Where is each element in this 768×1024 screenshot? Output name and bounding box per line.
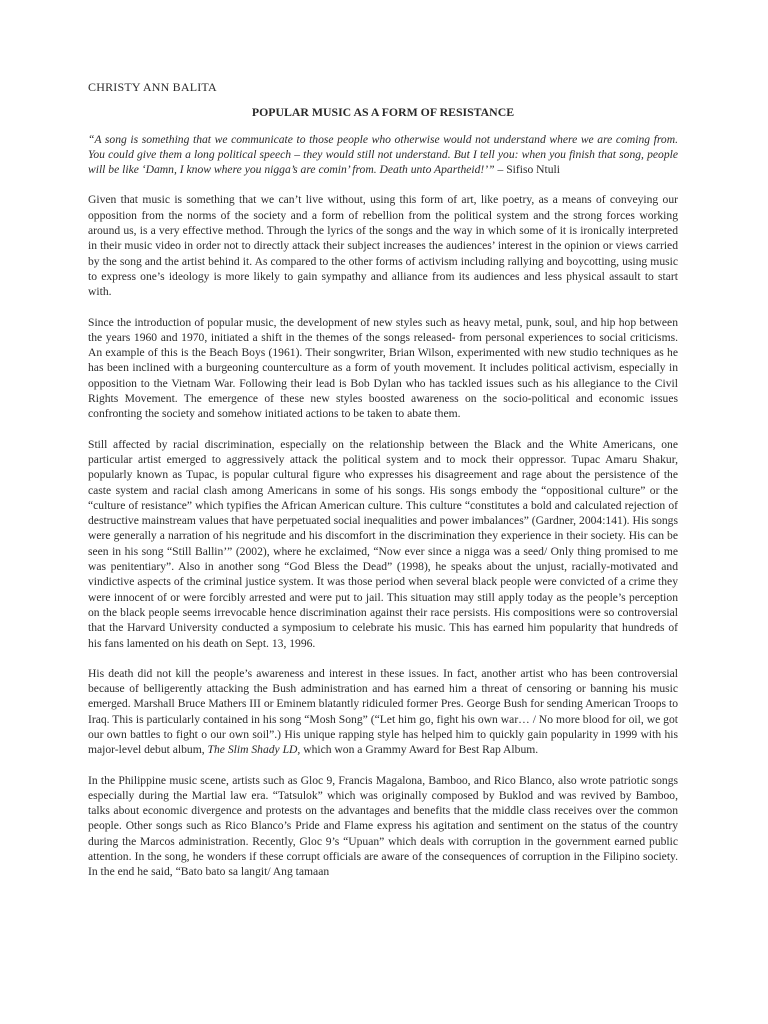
- paragraph-5: In the Philippine music scene, artists such as Gloc 9, Francis Magalona, Bamboo, and Rico Blanco, also wrote patriotic songs especially during the Martial law era. “Tatsulok” which was originally composed by Buklod and was revived by Bamboo, talks about economic divergence and protests on the advantages and benefits that the middle class receives over the common people. Other songs such as Rico Blanco’s Pride and Flame express his agitation and sentiment on the status of the country during the Marcos administration. Recently, Gloc 9’s “Upuan” which deals with corruption in the government earned public attention. In the song, he wonders if these corrupt officials are aware of the consequences of corruption in the Filipino society. In the end he said, “Bato bato sa langit/ Ang tamaan: [88, 773, 678, 879]
- epigraph-quote: [88, 132, 678, 178]
- document-page: [88, 80, 678, 895]
- album-title: The Slim Shady LD,: [207, 743, 301, 757]
- paragraph-4-tail: which won a Grammy Award for Best Rap Album.: [300, 743, 539, 757]
- quote-attribution: – Sifiso Ntuli: [494, 163, 560, 177]
- paragraph-1: Given that music is something that we can’t live without, using this form of art, like poetry, as a means of conveying our opposition from the norms of the society and a form of rebellion from the political system and the strong forces working around us, is a very effective method. Through the lyrics of the songs and the way in which some of it is ironically interpreted in their music video in order not to directly attack their subject increases the audiences’ interest in the opinion or views carried by the song and the artist behind it. As compared to the other forms of activism including rallying and boycotting, using music to express one’s ideology is more likely to gain sympathy and alliance from its audiences and less physical assault to start with.: [88, 193, 678, 299]
- paragraph-2: Since the introduction of popular music, the development of new styles such as heavy metal, punk, soul, and hip hop between the years 1960 and 1970, initiated a shift in the themes of the songs released- from personal experiences to social criticisms. An example of this is the Beach Boys (1961). Their songwriter, Brian Wilson, experimented with new studio techniques as he has been inclined with a burgeoning counterculture as a form of youth movement. It includes political activism, especially in opposition to the Vietnam War. Following their lead is Bob Dylan who has tackled issues such as his allegiance to the Civil Rights Movement. The emergence of these new styles boosted awareness on the socio-political and economic issues confronting the society and somehow initiated actions to be taken to abate them.: [88, 315, 678, 421]
- paragraph-3: Still affected by racial discrimination, especially on the relationship between the Black and the White Americans, one particular artist emerged to aggressively attack the political system and to mock their oppressor. Tupac Amaru Shakur, popularly known as Tupac, is popular cultural figure who expresses his disagreement and rage about the persistence of the caste system and racial clash among Americans in some of his songs. His songs embody the “oppositional culture” or the “culture of resistance” which typifies the African American culture. This culture “constitutes a bold and calculated rejection of destructive mainstream values that have perpetuated social inequalities and power imbalances” (Gardner, 2004:141). His songs were generally a narration of his negritude and his discomfort in the discrimination they experience in their society. His can be seen in his song “Still Ballin’” (2002), where he exclaimed, “Now ever since a nigga was a seed/ Only thing promised to me was penitentiary”. Also in another song “God Bless the Dead” (1998), he speaks about the unjust, racially-motivated and vindictive aspects of the criminal justice system. It was those period when several black people were convicted of a crime they were innocent of or were forcibly arrested and were put to jail. This situation may still apply today as the people’s perception on the black people seems irrevocable hence discrimination against their race persists. His compositions were so controversial that the Harvard University conducted a symposium to celebrate his music. This has earned him popularity that hundreds of his fans lamented on his death on Sept. 13, 1996.: [88, 437, 678, 650]
- author-name: CHRISTY ANN BALITA: [88, 80, 217, 94]
- quote-text: “A song is something that we communicate to those people who otherwise would not understand where we are coming from. You could give them a long political speech – they would still not understand. But I tell you: when you finish that song, people will be like ‘Damn, I know where you nigga’s are comin’ from. Death unto Apartheid!’”: [88, 132, 678, 177]
- document-title: POPULAR MUSIC AS A FORM OF RESISTANCE: [251, 105, 515, 120]
- paragraph-4-text: His death did not kill the people’s awareness and interest in these issues. In fact, another artist who has been controversial because of belligerently attacking the Bush administration and has earned him a threat of censoring or banning his music emerged. Marshall Bruce Mathers III or Eminem blatantly ridiculed former Pres. George Bush for sending American Troops to Iraq. This is particularly contained in his song “Mosh Song” (“Let him go, fight his own war… / No more blood for oil, we got our own battles to fight o our own soil”.) His unique rapping style has helped him to quickly gain popularity in 1999 with his major-level debut album,: [88, 666, 678, 757]
- paragraph-4: [88, 666, 678, 758]
